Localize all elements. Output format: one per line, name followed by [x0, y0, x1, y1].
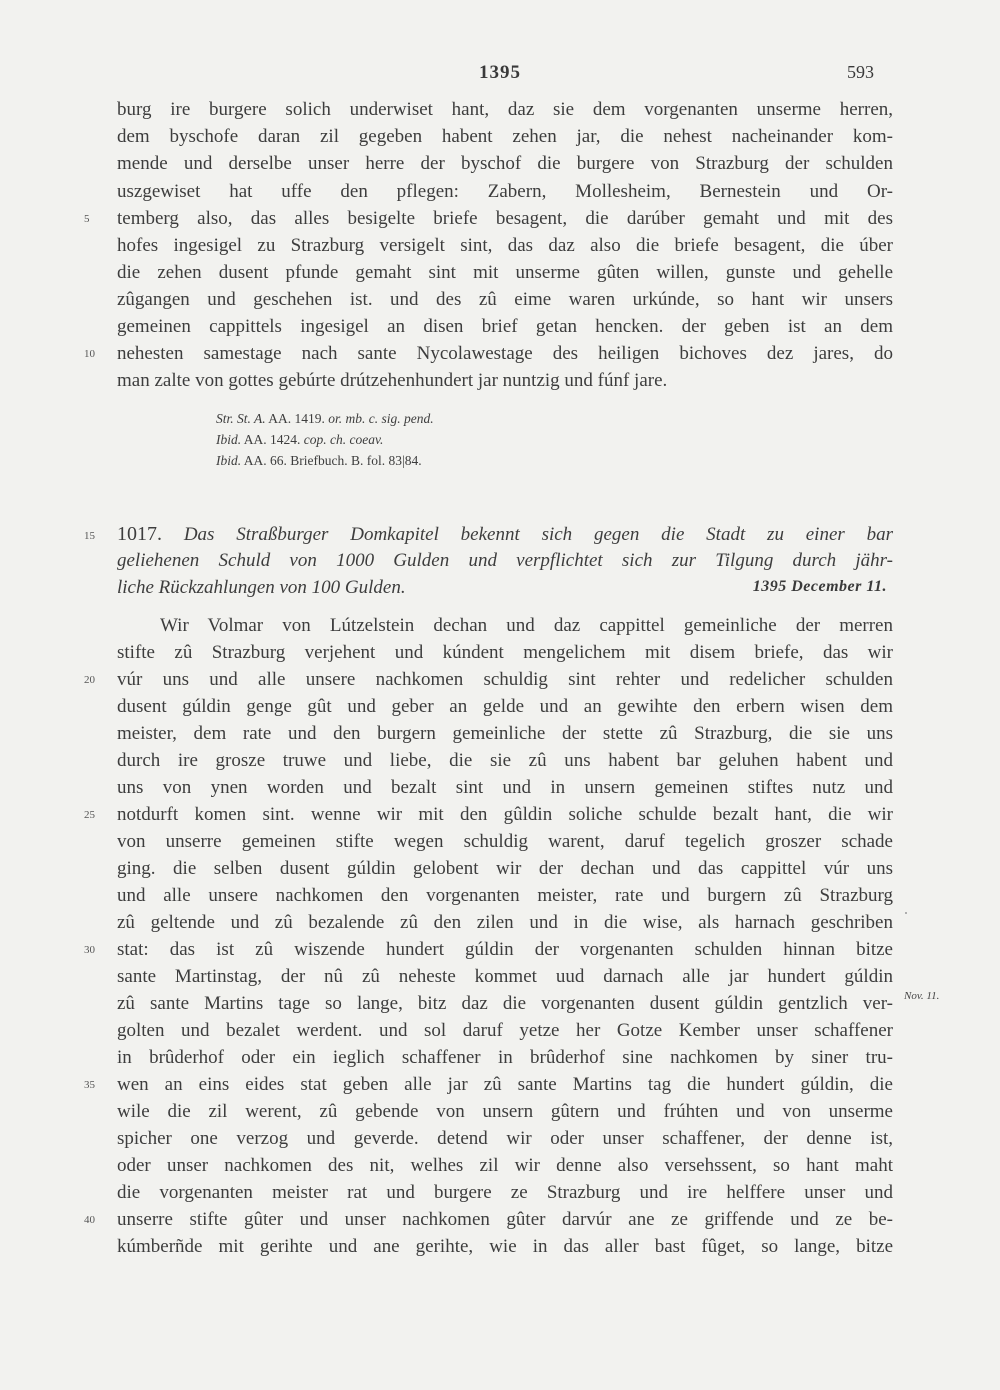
running-head-year: 1395 [479, 62, 521, 83]
source-line [216, 431, 383, 449]
text-line: spicher one verzog und geverde. detend wir oder unser schaffener, der denne ist, [117, 1128, 893, 1149]
text-line: ging. die selben dusent gúldin gelobent wir der dechan und das cappittel vúr uns [117, 858, 893, 879]
text-line: die vorgenanten meister rat und burgere ze Strazburg und ire helffere unser und [117, 1182, 893, 1203]
line-number: 5 [84, 213, 90, 225]
source-line [216, 410, 434, 428]
text-line: uszgewiset hat uffe den pflegen: Zabern, Mollesheim, Bernestein und Or- [117, 181, 893, 202]
source-archive: Ibid. [216, 432, 242, 447]
text-line: stifte zû Strazburg verjehent und kúndent mengelichem mit disem briefe, das wir [117, 642, 893, 663]
text-line: golten und bezalet werdent. und sol daruf yetze her Gotze Kember unser schaffener [117, 1020, 893, 1041]
line-number: 30 [84, 944, 95, 956]
source-note: cop. ch. coeav. [303, 432, 384, 447]
source-archive: Ibid. [216, 453, 242, 468]
line-number: 20 [84, 674, 95, 686]
text-line: und alle unsere nachkomen den vorgenanten meister, rate und burgern zû Strazburg [117, 885, 893, 906]
text-line: dusent gúldin genge gût und geber an gelde und an gewihte den erbern wisen dem [117, 696, 893, 717]
text-line: zûgangen und geschehen ist. und des zû eime waren urkúnde, so hant wir unsers [117, 289, 893, 310]
heading-line: geliehenen Schuld von 1000 Gulden und verpflichtet sich zur Tilgung durch jähr- [117, 550, 893, 571]
line-number: 15 [84, 530, 95, 542]
text-line: dem byschofe daran zil gegeben habent zehen jar, die nehest nacheinander kom- [117, 126, 893, 147]
text-line: gemeinen cappittels ingesigel an disen brief getan hencken. der geben ist an dem [117, 316, 893, 337]
text-line: unserre stifte gûter und unser nachkomen gûter darvúr ane ze griffende und ze be- [117, 1209, 893, 1230]
text-line: Wir Volmar von Lútzelstein dechan und daz cappittel gemeinliche der merren [160, 615, 893, 636]
text-line: temberg also, das alles besigelte briefe besagent, die darúber gemaht und mit des [117, 208, 893, 229]
text-line: sante Martinstag, der nû zû neheste kommet uud darnach alle jar hundert gúldin [117, 966, 893, 987]
line-number: 40 [84, 1214, 95, 1226]
heading-line [117, 522, 893, 547]
text-line: kúmberñde mit gerihte und ane gerihte, wie in das aller bast fûget, so lange, bitze [117, 1236, 893, 1257]
margin-date-note: Nov. 11. [904, 990, 940, 1002]
text-line: in brûderhof oder ein ieglich schaffener in brûderhof sine nachkomen by siner tru- [117, 1047, 893, 1068]
text-line: durch ire grosze truwe und liebe, die sie zû uns habent bar geluhen habent und [117, 750, 893, 771]
text-line: wile die zil werent, zû gebende von unsern gûtern und frúhten und von unserme [117, 1101, 893, 1122]
heading-line: liche Rückzahlungen von 100 Gulden. [117, 577, 406, 598]
document-date: 1395 December 11. [752, 578, 887, 595]
text-line: oder unser nachkomen des nit, welhes zil wir denne also versehssent, so hant maht [117, 1155, 893, 1176]
page-number: 593 [847, 62, 874, 82]
text-line: wen an eins eides stat geben alle jar zû sante Martins tag die hundert gúldin, die [117, 1074, 893, 1095]
source-note: or. mb. c. sig. pend. [328, 411, 434, 426]
source-signature: AA. 1419. [268, 411, 325, 426]
line-number: 25 [84, 809, 95, 821]
text-line: hofes ingesigel zu Strazburg versigelt sint, das daz also die briefe besagent, die úber [117, 235, 893, 256]
text-line: zû geltende und zû bezalende zû den zilen und in die wise, als harnach geschriben [117, 912, 893, 933]
text-line: man zalte von gottes gebúrte drútzehenhundert jar nuntzig und fúnf jare. [117, 370, 668, 391]
text-line: zû sante Martins tage so lange, bitz daz die vorgenanten dusent gúldin gentzlich ver- [117, 993, 893, 1014]
text-line: notdurft komen sint. wenne wir mit den gûldin soliche schulde bezalt hant, die wir [117, 804, 893, 825]
text-line: stat: das ist zû wiszende hundert gúldin der vorgenanten schulden hinnan bitze [117, 939, 893, 960]
source-signature: AA. 1424. [243, 432, 301, 447]
text-line: meister, dem rate und den burgern gemeinliche der stette zû Strazburg, die sie uns [117, 723, 893, 744]
text-line: uns von ynen worden und bezalt sint und in unsern gemeinen stiftes nutz und [117, 777, 893, 798]
source-line [216, 452, 422, 470]
document-number: 1017. [117, 523, 162, 545]
text-line: nehesten samestage nach sante Nycolawestage des heiligen bichoves dez jares, do [117, 343, 893, 364]
line-number: 35 [84, 1079, 95, 1091]
text-line: vúr uns und alle unsere nachkomen schuldig sint rehter und redelicher schulden [117, 669, 893, 690]
text-line: mende und derselbe unser herre der byschof die burgere von Strazburg der schulden [117, 153, 893, 174]
text-line: burg ire burgere solich underwiset hant, daz sie dem vorgenanten unserme herren, [117, 99, 893, 120]
text-line: die zehen dusent pfunde gemaht sint mit unserme gûten willen, gunste und gehelle [117, 262, 893, 283]
source-signature: AA. 66. Briefbuch. B. fol. 83|84. [243, 453, 422, 468]
heading-text: Das Straßburger Domkapitel bekennt sich gegen die Stadt zu einer bar [183, 524, 893, 545]
line-number: 10 [84, 348, 95, 360]
text-line: von unserre gemeinen stifte wegen schuldig warent, daruf tegelich groszer schade [117, 831, 893, 852]
source-archive: Str. St. A. [216, 411, 266, 426]
paper-speck [905, 912, 907, 914]
